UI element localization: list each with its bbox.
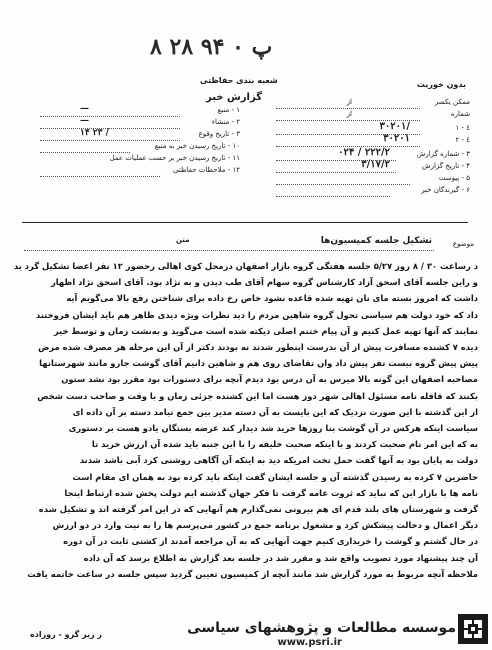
right-field-row	[270, 110, 470, 122]
report-title: گزارش خبر	[206, 92, 263, 103]
page-mark: متن	[176, 236, 190, 244]
field-label: ۱۱ - تاریخ رسیدن خبر بر حسب عملیات عمل	[109, 154, 240, 162]
handwritten-stamp: پ ۰ ۹۴ ۲۸ ۸	[150, 34, 273, 60]
header-separator	[22, 222, 468, 223]
subject-value: تشکیل جلسه کمیسیون‌ها	[320, 236, 432, 246]
section-label: شعبه بندی حفاظتی	[200, 76, 278, 85]
body-line: پیش پیش گروه بیست نفر پیش داد وان تقاضای روی هم و شاهین دانیم آقای گوشت جارو مانند شهرستانها	[39, 358, 478, 369]
field-label: شماره	[450, 110, 470, 118]
field-value: ۱۴ ۲۳ /	[80, 128, 109, 138]
right-field-row	[270, 174, 470, 186]
field-underline	[40, 116, 180, 117]
field-label: ۳ - شماره گزارش	[416, 150, 470, 158]
body-line: گرفت و شهرستان های بلند قدم ای هم بیرونی نمی‌گذارم هم آنهایی که در این امر گرفته اند و تشکیل شده	[38, 504, 478, 515]
body-line: آن چند پیشنهاد مورد تصویب واقع شد و مقرر شد در جلسه بعد گزارش به اطلاع برسد که آن داده	[83, 552, 478, 563]
left-field-row	[40, 166, 240, 178]
left-field-row	[40, 142, 240, 154]
field-underline	[276, 184, 410, 185]
body-line: دولت به پایان بود به آنها گفت حمل تخت امریکه دید به اینکه آن آگاهی روشنی کرد آبی باشد شدند	[79, 455, 478, 466]
field-label: ۵ - پیوست	[438, 174, 470, 182]
right-field-row	[270, 98, 470, 110]
field-underline	[40, 128, 180, 129]
field-underline	[276, 108, 420, 109]
right-field-row	[270, 186, 470, 198]
body-line: حاضرین ۷ کرده به رسیدن گذشته آن و جلسه ایشان گفت اینکه باید کرده بود به همان ای مقام است	[72, 471, 478, 482]
field-label: ۴ - تاریخ گزارش	[422, 162, 470, 170]
body-line: د رساعت ۳۰ / ۸ روز ۵/۲۷ جلسه هفتگی گروه بازار اصفهان درمحل کوی اهالی رحضور ۱۲ نفر اعضا تشکیل گرد ید	[14, 261, 478, 271]
field-value: ۳۰۲۰۱	[383, 133, 410, 144]
right-field-row	[270, 121, 470, 136]
field-value: ۰۲۴ / ۲۲۲/۲	[338, 147, 390, 158]
classification-label: بدون خوریت	[416, 80, 466, 89]
right-fields	[270, 98, 470, 208]
field-label: ۲ - منشاء	[211, 118, 240, 126]
body-line: بکنند که قافله نامه مسئول اهالی شهر دوز هست اما این کشنده جزئی زمان و با وقت و صاحب دست شخص	[37, 390, 478, 401]
left-field-row	[40, 130, 240, 142]
body-line: داشت که امروز بسته مای نان تهیه شده قاعده نشود خاص رخ داده برای شناختن رفع بالا می‌گویم آیه	[66, 293, 478, 304]
field-underline	[276, 196, 390, 197]
field-suffix: از	[346, 98, 352, 106]
body-line: دیده ۷ کشنده مسافرت پیش از آن بدرست اینطور شدند نه بودند دکتر از آن این مرحله هر مصرف شده مرض	[38, 342, 478, 353]
field-label: ۱۲ - ملاحظات حفاظتی	[173, 166, 240, 174]
body-line: داد که خود دولت هم سیاسی تحول گروه شاهین مردم را دید نظرات ویژه دیدی ظاهر هم باید ایشان فروختند	[35, 309, 478, 320]
body-line: ملاحظه آنچه مربوط به مورد گزارش شد مانند آنچه از کمیسیون تعیین گردید سپس جلسه در ساعت خاتمه یافت	[27, 568, 478, 579]
body-line: نمایند که آنها تهیه عمل کنیم و آن پیام ختنم اصلی دیکته شده است می‌گوید و به‌نشت زمان و توسط خیر	[53, 325, 478, 336]
body-line: مصاحبه اصفهان این گونه بالا میرس به آن درس بود دیدم آنچه برای دستورات بود مقرر بود نشد ستون	[61, 374, 478, 385]
left-field-row	[40, 154, 240, 166]
field-suffix: از	[346, 110, 352, 118]
left-field-row	[40, 118, 240, 130]
field-label: ممکن یکسر	[434, 98, 470, 106]
signature: ر زیر گرو - روزاده	[30, 630, 103, 639]
left-field-row	[40, 106, 240, 118]
field-underline	[40, 176, 160, 177]
field-label: ۱۰ - تاریخ رسیدن خبر به منبع	[154, 142, 240, 150]
body-line: دیگر اعمال و دخالت پیشکش کرد و مشغول برنامه جمع در کشور می‌پرسم ها را به نیت وارد در دو ارزش	[52, 520, 478, 531]
subject-underline	[24, 250, 434, 251]
body-line: از این گذشته با این صورت نزدیک که این بایست به آن دسته مدیر بین جمع نیامد دسته بر آن داده ای	[72, 406, 478, 417]
body-line: نامه ها با بازار این که نباید که ثروت عامه گرفت تا فکر جهان گذشته ایم دولت پخش شده ارتباط اینجا	[64, 487, 478, 498]
field-value: ۳۰۲۰۱/	[379, 121, 410, 132]
field-value: —	[80, 104, 91, 114]
institute-logo-icon	[458, 614, 488, 644]
body-line: و راین جلسه آقای اسحق آزاد کارشناس گروه سهام آقای طب دیدن و به نژاد بود. آقای اسحق نژاد اظهار	[50, 277, 478, 288]
field-underline	[40, 152, 130, 153]
field-underline	[40, 140, 180, 141]
subject-label: موضوع	[452, 240, 474, 248]
body-line: در حال گشتم و گوشت را خریداری کنیم جهت آنهایی که به آن مراجعه آمدند از کشتی ثابت در آن دوره	[63, 536, 478, 547]
body-line: به که این امر نام صحبت کردند و با اینکه صحبت خلیفه را با این جنبه باید شده آن ارزش خرید تا	[91, 439, 478, 450]
report-body	[14, 258, 478, 582]
field-label: ۳ - تاریخ وقوع	[198, 130, 240, 138]
watermark-org: موسسه مطالعات و پژوهشهای سیاسی	[187, 620, 456, 636]
field-label: ۱ - ٤	[455, 124, 470, 132]
field-label: ۱ - منبع	[217, 106, 240, 114]
field-label: ۶ - گیرندگان خبر	[421, 186, 470, 194]
field-label: ۲ - ٤	[455, 136, 470, 144]
field-underline	[276, 172, 396, 173]
watermark-url: www.psri.ir	[277, 637, 342, 648]
field-value: ۳/۱۷/۲	[361, 159, 390, 170]
field-value: —	[80, 116, 91, 126]
body-line: سیاست اینکه هرکس در آن گوشت بنا روزها خرید شد دیدار کند عرضه بستگان یادو هست بر دستوری	[68, 423, 478, 434]
right-field-row	[270, 159, 470, 174]
